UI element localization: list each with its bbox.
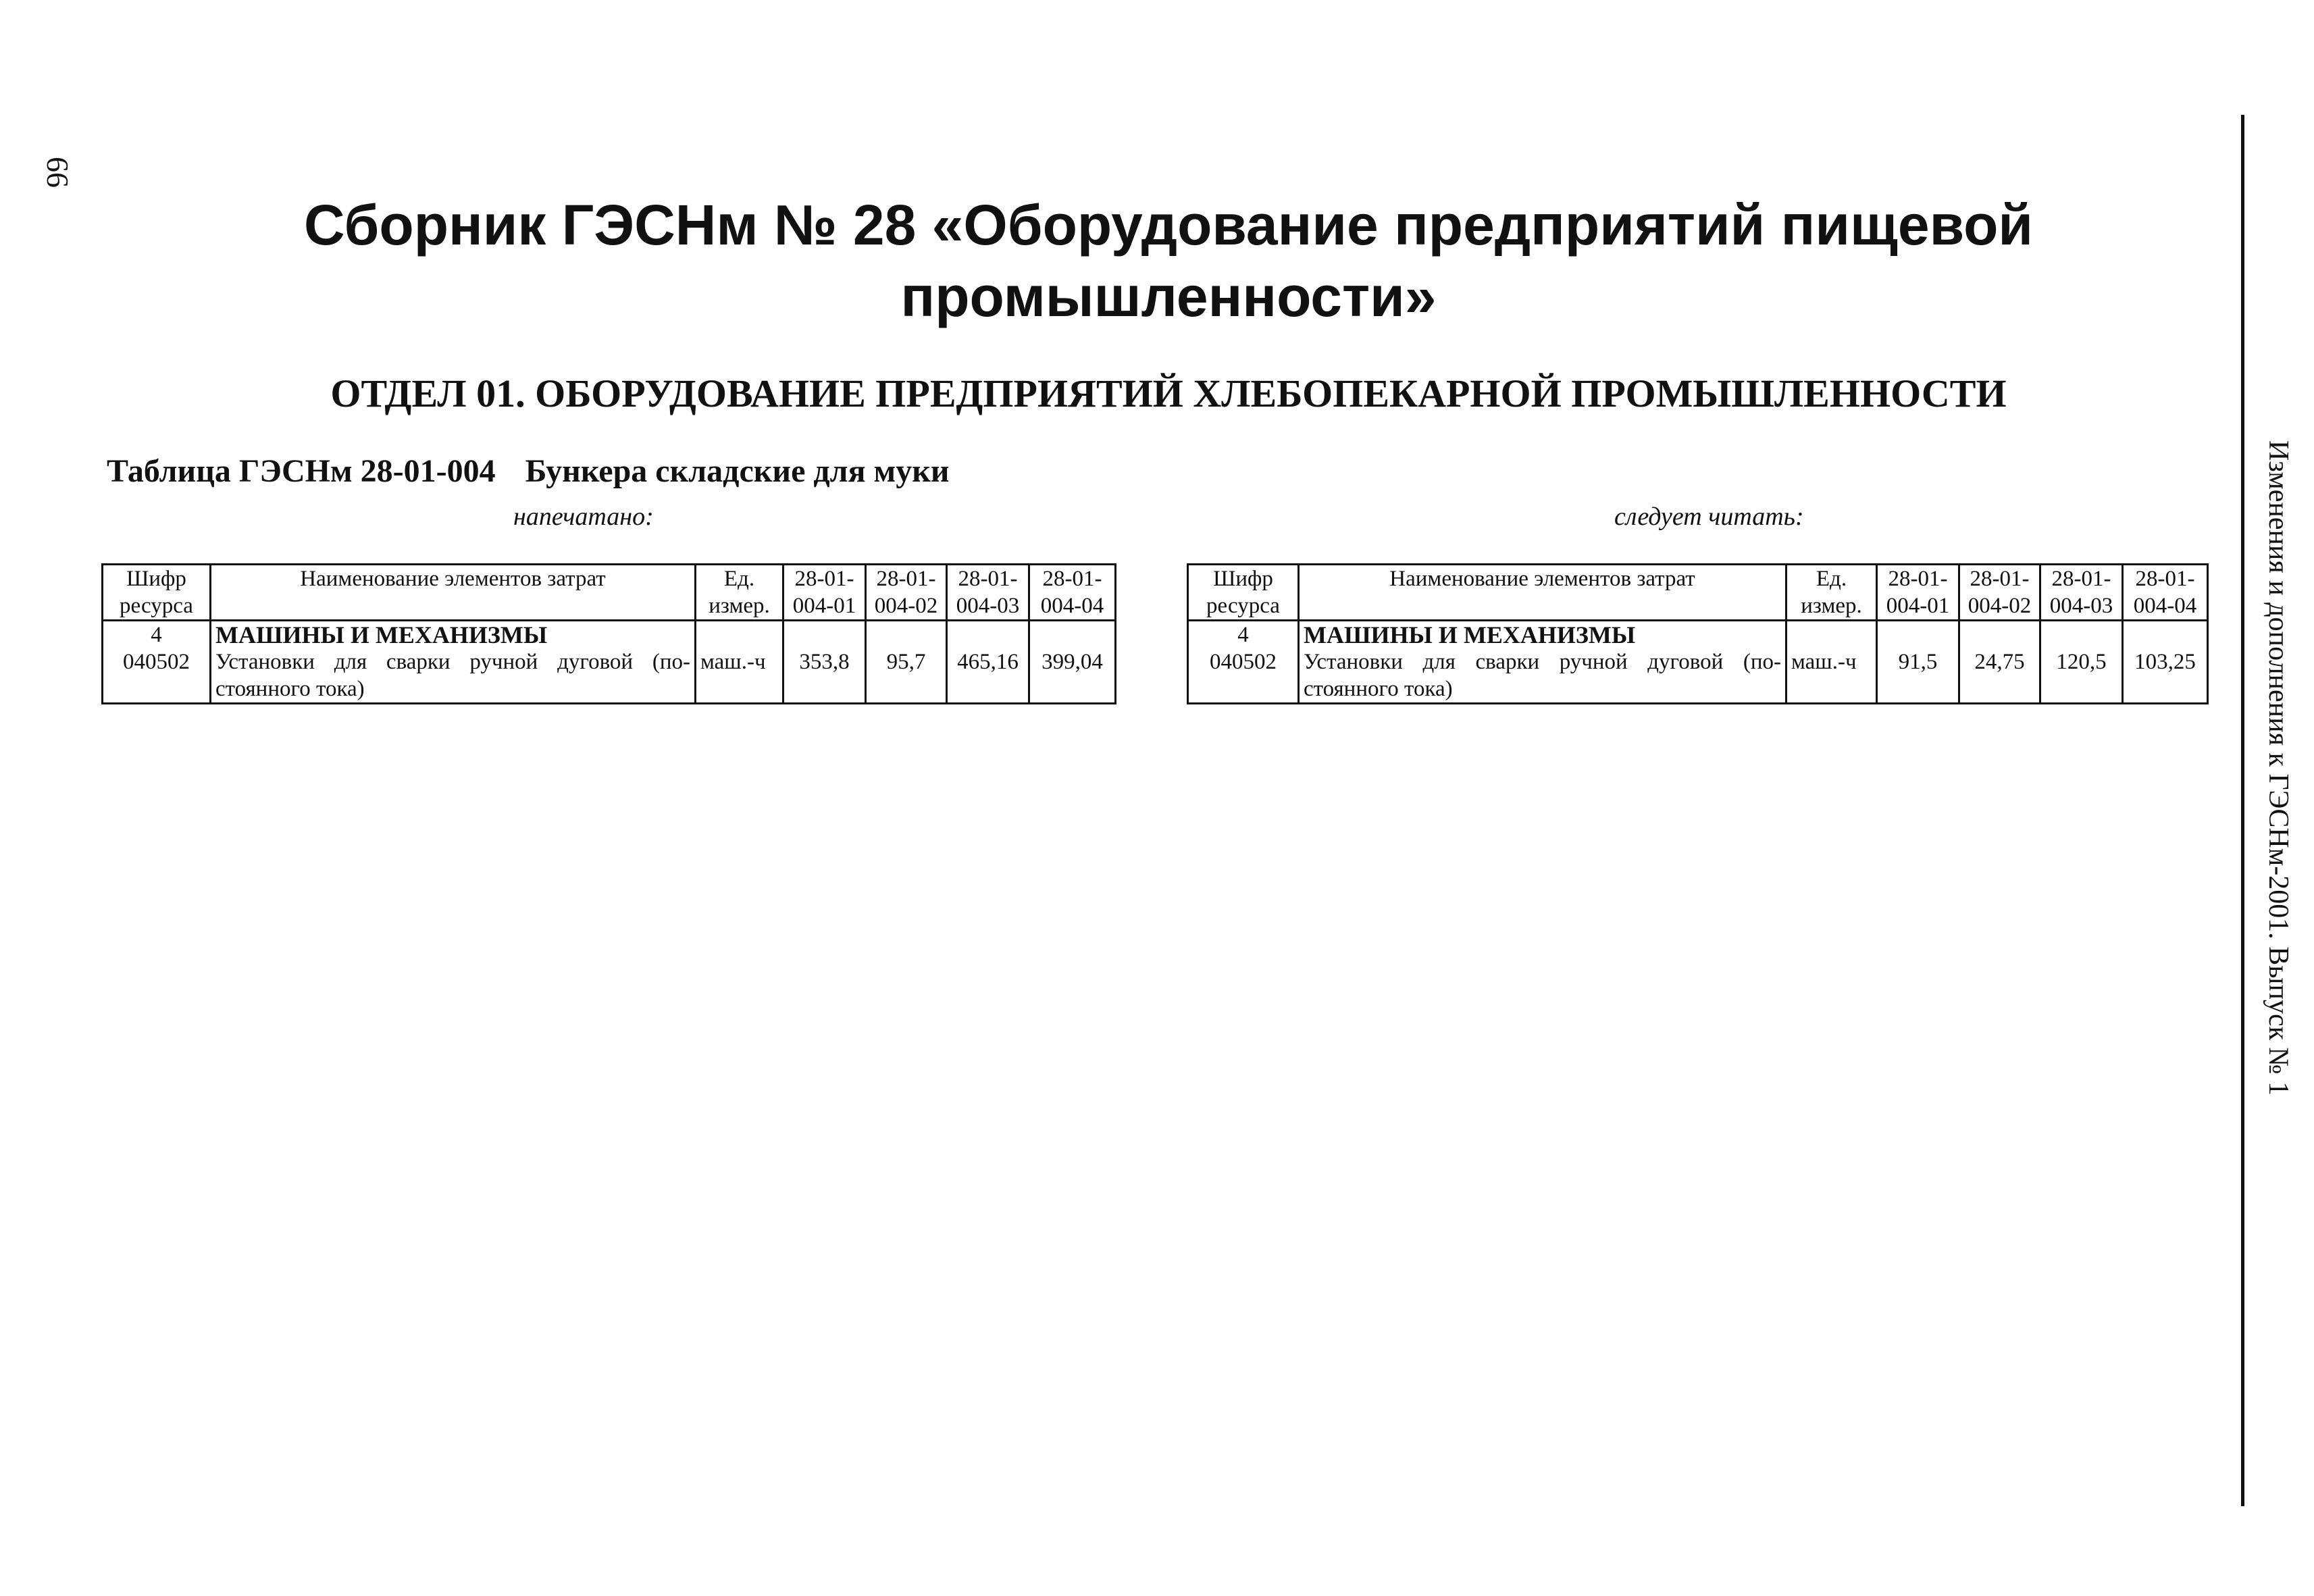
- header-unit: Ед. измер.: [1786, 565, 1877, 621]
- header-col-4: 28-01- 004-04: [2123, 565, 2208, 621]
- table-caption: [107, 451, 950, 492]
- table-row: [103, 621, 1116, 704]
- label-read: следует читать:: [1614, 503, 1804, 531]
- side-rule: [2241, 115, 2244, 1506]
- printed-table: [101, 563, 1116, 704]
- table-row: [1188, 621, 2208, 704]
- printed-value-2: 95,7: [866, 621, 947, 704]
- header-code: Шифр ресурса: [1188, 565, 1299, 621]
- header-name: Наименование элементов затрат: [211, 565, 696, 621]
- header-name: Наименование элементов затрат: [1299, 565, 1786, 621]
- header-col-1: 28-01- 004-01: [1877, 565, 1959, 621]
- resource-unit: маш.-ч: [1791, 650, 1857, 674]
- table-caption-name: Бункера складские для муки: [525, 453, 950, 489]
- resource-name-cell: [1299, 621, 1786, 704]
- correct-value-1: 91,5: [1877, 621, 1959, 704]
- header-col-4: 28-01- 004-04: [1029, 565, 1116, 621]
- section-title: ОТДЕЛ 01. ОБОРУДОВАНИЕ ПРЕДПРИЯТИЙ ХЛЕБОПЕКАРНОЙ ПРОМЫШЛЕННОСТИ: [330, 371, 2007, 415]
- correct-value-2: 24,75: [1959, 621, 2040, 704]
- resource-unit: маш.-ч: [700, 650, 766, 674]
- header-col-2: 28-01- 004-02: [1959, 565, 2040, 621]
- label-printed: напечатано:: [513, 503, 654, 531]
- resource-unit-cell: [696, 621, 783, 704]
- table-header-row: [103, 565, 1116, 621]
- correct-value-4: 103,25: [2123, 621, 2208, 704]
- header-col-3: 28-01- 004-03: [947, 565, 1029, 621]
- main-title: Сборник ГЭСНм № 28 «Оборудование предприятий пищевой промышленности»: [303, 193, 2034, 328]
- resource-name: Установки для сварки ручной дуговой (по-стоянного тока): [1304, 650, 1781, 701]
- group-code: 4 040502: [1188, 621, 1299, 704]
- header-col-3: 28-01- 004-03: [2040, 565, 2123, 621]
- header-code: Шифр ресурса: [103, 565, 211, 621]
- header-unit: Ед. измер.: [696, 565, 783, 621]
- resource-name-cell: [211, 621, 696, 704]
- header-col-2: 28-01- 004-02: [866, 565, 947, 621]
- group-title: МАШИНЫ И МЕХАНИЗМЫ: [1304, 621, 1636, 648]
- correct-value-3: 120,5: [2040, 621, 2123, 704]
- page-number: 66: [41, 157, 75, 188]
- resource-unit-cell: [1786, 621, 1877, 704]
- group-title: МАШИНЫ И МЕХАНИЗМЫ: [215, 621, 548, 648]
- correct-table: [1187, 563, 2209, 704]
- printed-value-4: 399,04: [1029, 621, 1116, 704]
- group-code: 4 040502: [103, 621, 211, 704]
- table-header-row: [1188, 565, 2208, 621]
- table-caption-code: Таблица ГЭСНм 28-01-004: [107, 453, 496, 489]
- printed-value-3: 465,16: [947, 621, 1029, 704]
- printed-value-1: 353,8: [783, 621, 866, 704]
- resource-name: Установки для сварки ручной дуговой (по-стоянного тока): [215, 650, 690, 701]
- header-col-1: 28-01- 004-01: [783, 565, 866, 621]
- side-running-title: Изменения и дополнения к ГЭСНм-2001. Выпуск № 1: [2263, 440, 2294, 1096]
